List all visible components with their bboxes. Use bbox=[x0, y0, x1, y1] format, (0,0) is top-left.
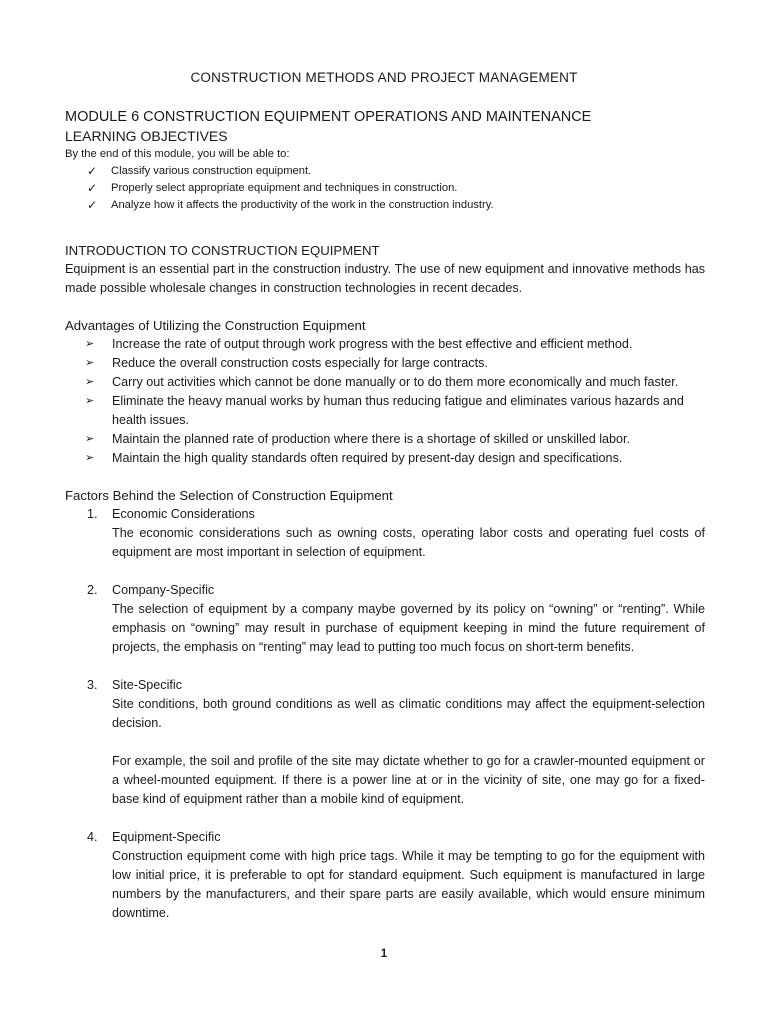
item-number: 2. bbox=[87, 583, 98, 597]
objective-text: Properly select appropriate equipment and techniques in construction. bbox=[111, 182, 458, 194]
arrow-bullet-icon: ➢ bbox=[85, 338, 95, 350]
list-item bbox=[85, 430, 705, 449]
item-number: 4. bbox=[87, 830, 98, 844]
item-number: 3. bbox=[87, 678, 98, 692]
advantage-text: Maintain the high quality standards often required by present-day design and specifications. bbox=[112, 451, 623, 465]
list-item bbox=[85, 449, 705, 468]
factor-paragraph: The economic considerations such as owning costs, operating labor costs and operating fuel costs of equipment are most important in selection of equipment. bbox=[112, 526, 705, 559]
advantage-text: Increase the rate of output through work progress with the best effective and efficient method. bbox=[112, 337, 633, 351]
factors-list bbox=[65, 505, 705, 923]
advantages-list bbox=[65, 335, 705, 468]
factors-heading: Factors Behind the Selection of Construction Equipment bbox=[65, 488, 393, 503]
arrow-bullet-icon: ➢ bbox=[85, 433, 95, 445]
advantage-text: Reduce the overall construction costs especially for large contracts. bbox=[112, 356, 488, 370]
advantage-text: Carry out activities which cannot be done manually or to do them more economically and much faster. bbox=[112, 375, 679, 389]
advantages-heading: Advantages of Utilizing the Construction Equipment bbox=[65, 318, 366, 333]
arrow-bullet-icon: ➢ bbox=[85, 395, 95, 407]
check-mark-icon: ✓ bbox=[87, 164, 98, 178]
list-item bbox=[65, 505, 705, 581]
arrow-bullet-icon: ➢ bbox=[85, 376, 95, 388]
list-item bbox=[87, 197, 705, 214]
module-title: MODULE 6 CONSTRUCTION EQUIPMENT OPERATIONS AND MAINTENANCE bbox=[65, 109, 592, 125]
item-number: 1. bbox=[87, 507, 98, 521]
list-item bbox=[85, 392, 705, 430]
introduction-paragraph: Equipment is an essential part in the construction industry. The use of new equipment and innovative methods has made possible wholesale changes in construction technologies in recent decades. bbox=[65, 262, 705, 295]
learning-objectives-heading: LEARNING OBJECTIVES bbox=[65, 128, 228, 144]
factor-paragraph: The selection of equipment by a company maybe governed by its policy on “owning” or “renting”. While emphasis on “owning” may result in purchase of equipment keeping in mind the future requirement of projects, the emphasis on “renting” may lead to putting too much focus on short-term benefits. bbox=[112, 602, 705, 654]
list-item bbox=[65, 676, 705, 828]
introduction-heading: INTRODUCTION TO CONSTRUCTION EQUIPMENT bbox=[65, 243, 380, 258]
list-item bbox=[65, 581, 705, 676]
list-item bbox=[65, 828, 705, 923]
page-content bbox=[65, 108, 705, 923]
list-item bbox=[85, 335, 705, 354]
objectives-intro: By the end of this module, you will be able to: bbox=[65, 148, 290, 160]
objective-text: Analyze how it affects the productivity of the work in the construction industry. bbox=[111, 199, 494, 211]
factor-title: Company-Specific bbox=[112, 583, 215, 597]
list-item bbox=[85, 354, 705, 373]
check-mark-icon: ✓ bbox=[87, 181, 98, 195]
arrow-bullet-icon: ➢ bbox=[85, 452, 95, 464]
running-title: CONSTRUCTION METHODS AND PROJECT MANAGEMENT bbox=[190, 70, 578, 85]
advantage-text: Eliminate the heavy manual works by human thus reducing fatigue and eliminates various hazards and health issues. bbox=[112, 394, 684, 427]
objective-text: Classify various construction equipment. bbox=[111, 165, 312, 177]
list-item bbox=[87, 163, 705, 180]
list-item bbox=[87, 180, 705, 197]
page-number: 1 bbox=[380, 948, 388, 960]
arrow-bullet-icon: ➢ bbox=[85, 357, 95, 369]
check-mark-icon: ✓ bbox=[87, 198, 98, 212]
list-item bbox=[85, 373, 705, 392]
advantage-text: Maintain the planned rate of production where there is a shortage of skilled or unskilled labor. bbox=[112, 432, 631, 446]
factor-paragraph: For example, the soil and profile of the site may dictate whether to go for a crawler-mounted equipment or a wheel-mounted equipment. If there is a power line at or in the vicinity of site, one may go for a fixed-base kind of equipment rather than a mobile kind of equipment. bbox=[112, 754, 705, 806]
objectives-list bbox=[65, 163, 705, 214]
factor-paragraph: Construction equipment come with high price tags. While it may be tempting to go for the equipment with low initial price, it is preferable to opt for standard equipment. Such equipment is manufactured in large numbers by the manufacturers, and their spare parts are easily available, which would ensure minimum downtime. bbox=[112, 849, 705, 920]
factor-title: Economic Considerations bbox=[112, 507, 255, 521]
factor-title: Equipment-Specific bbox=[112, 830, 221, 844]
factor-paragraph: Site conditions, both ground conditions as well as climatic conditions may affect the equipment-selection decision. bbox=[112, 697, 705, 730]
factor-title: Site-Specific bbox=[112, 678, 182, 692]
